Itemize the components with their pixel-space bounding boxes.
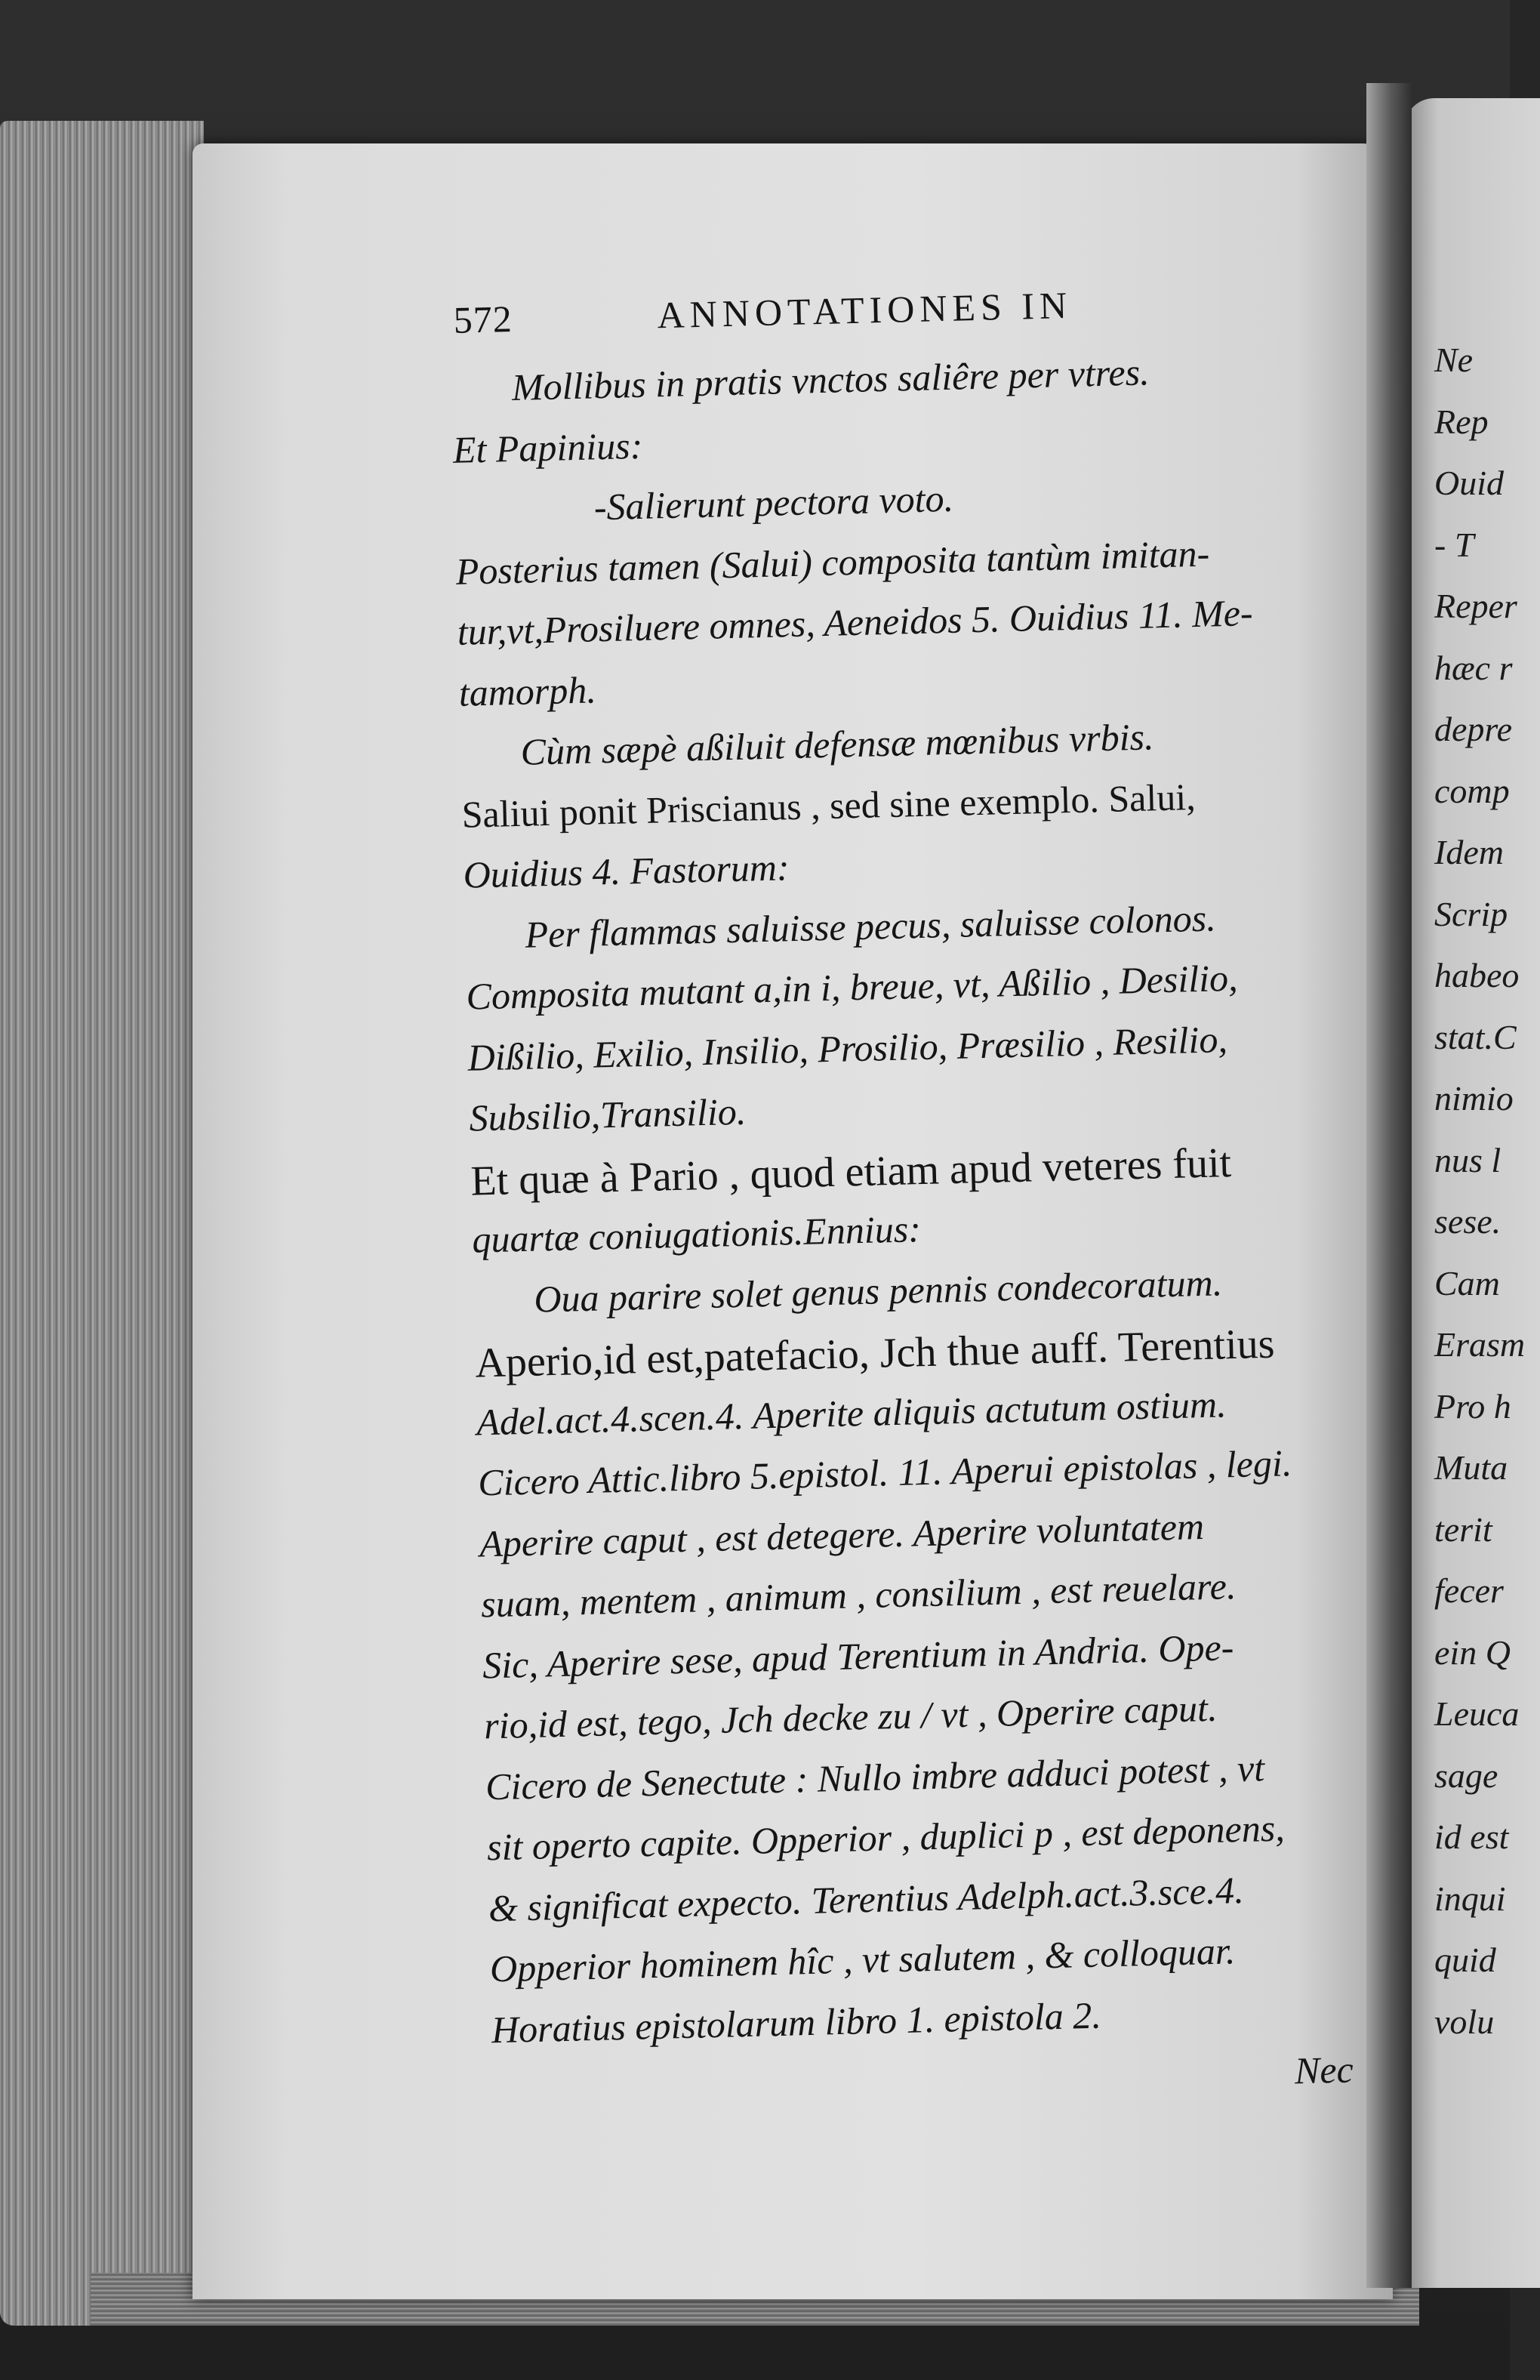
right-page-fragment: Scrip bbox=[1434, 894, 1508, 933]
right-page-fragment: Cam bbox=[1434, 1263, 1500, 1303]
text-line: suam, mentem , animum , consilium , est reuelare. bbox=[480, 1565, 1237, 1626]
catchword: Nec bbox=[1294, 2048, 1354, 2092]
text-line: Aperire caput , est detegere. Aperire voluntatem bbox=[479, 1504, 1205, 1565]
running-head-title: ANNOTATIONES IN bbox=[656, 283, 1073, 337]
right-page-fragment: hæc r bbox=[1434, 648, 1513, 687]
text-line: Adel.act.4.scen.4. Aperite aliquis actutum ostium. bbox=[476, 1382, 1227, 1444]
right-page-fragment: Ouid bbox=[1434, 464, 1504, 502]
right-page-fragment: Reper bbox=[1434, 587, 1517, 625]
right-page-fragment: Leuca bbox=[1434, 1694, 1520, 1733]
right-page-fragment: sage bbox=[1434, 1756, 1498, 1795]
text-line: Ouidius 4. Fastorum: bbox=[462, 846, 790, 896]
right-page-fragment: Idem bbox=[1434, 833, 1504, 871]
text-line: Per flammas saluisse pecus, saluisse colonos. bbox=[524, 896, 1217, 956]
text-block bbox=[451, 348, 1383, 2071]
right-page-fragment: depre bbox=[1434, 710, 1513, 748]
text-line: & significat expecto. Terentius Adelph.act.3.sce.4. bbox=[488, 1868, 1245, 1929]
right-page-fragment: comp bbox=[1434, 771, 1510, 810]
right-page-fragment: - T bbox=[1434, 525, 1474, 564]
text-line: Et Papinius: bbox=[452, 424, 643, 471]
page-number: 572 bbox=[453, 297, 513, 341]
text-line: Sic, Aperire sese, apud Terentium in Andria. Ope- bbox=[482, 1625, 1234, 1686]
text-line: Saliui ponit Priscianus , sed sine exemplo. Salui, bbox=[461, 775, 1197, 836]
right-page-fragment: Erasm bbox=[1434, 1325, 1526, 1364]
text-line: Cicero Attic.libro 5.epistol. 11. Aperui epistolas , legi. bbox=[477, 1441, 1292, 1504]
text-line: Cicero de Senectute : Nullo imbre adduci potest , vt bbox=[485, 1746, 1265, 1808]
text-line: tamorph. bbox=[458, 667, 597, 714]
right-page-fragment: fecer bbox=[1434, 1571, 1504, 1610]
page-edges bbox=[0, 121, 204, 2326]
text-line: Oua parire solet genus pennis condecoratum. bbox=[533, 1260, 1223, 1321]
right-page-fragment: stat.C bbox=[1434, 1017, 1517, 1056]
right-page-fragment: sese. bbox=[1434, 1202, 1502, 1241]
right-page-fragment: inqui bbox=[1434, 1879, 1506, 1918]
right-page-fragment: nus l bbox=[1434, 1140, 1502, 1179]
right-page-fragment: Ne bbox=[1434, 341, 1474, 379]
right-page-fragment: Rep bbox=[1434, 402, 1489, 441]
right-page-fragment: Muta bbox=[1434, 1448, 1508, 1487]
right-page-text-fragments bbox=[1434, 340, 1526, 2063]
text-line: tur,vt,Prosiluere omnes, Aeneidos 5. Ouidius 11. Me- bbox=[457, 591, 1254, 653]
text-line: Opperior hominem hîc , vt salutem , & colloquar. bbox=[489, 1929, 1236, 1990]
right-page-fragment: ein Q bbox=[1434, 1632, 1511, 1672]
right-page-fragment: terit bbox=[1434, 1509, 1492, 1549]
text-line: rio,id est, tego, Jch decke zu / vt , Operire caput. bbox=[483, 1686, 1218, 1747]
right-page-fragment: quid bbox=[1434, 1941, 1496, 1979]
text-line: Cùm sæpè aßiluit defensæ mœnibus vrbis. bbox=[520, 715, 1155, 773]
text-line: Composita mutant a,in i, breue, vt, Aßilio , Desilio, bbox=[465, 956, 1239, 1018]
page-content bbox=[449, 276, 1384, 2125]
text-line: Dißilio, Exilio, Insilio, Prosilio, Præsilio , Resilio, bbox=[467, 1017, 1228, 1079]
right-page-fragment: id est bbox=[1434, 1817, 1509, 1856]
text-line: Subsilio,Transilio. bbox=[468, 1090, 747, 1139]
text-line: Posterius tamen (Salui) composita tantùm imitan- bbox=[455, 532, 1210, 593]
text-line: sit operto capite. Opperior , duplici p , est deponens, bbox=[486, 1806, 1286, 1869]
right-page-fragment: volu bbox=[1434, 2002, 1495, 2041]
text-line: Aperio,id est,patefacio, Jch thue auff. Terentius bbox=[474, 1320, 1276, 1387]
right-page-fragment: nimio bbox=[1434, 1079, 1514, 1118]
text-line: quartæ coniugationis.Ennius: bbox=[471, 1207, 922, 1261]
text-line: Et quæ à Pario , quod etiam apud veteres fuit bbox=[470, 1139, 1232, 1205]
text-line: Horatius epistolarum libro 1. epistola 2. bbox=[491, 1993, 1102, 2051]
right-page-fragment: habeo bbox=[1434, 956, 1520, 994]
right-page-fragment: Pro h bbox=[1434, 1386, 1511, 1426]
text-line: Mollibus in pratis vnctos saliêre per vtres. bbox=[511, 350, 1150, 409]
text-line: -Salierunt pectora voto. bbox=[593, 476, 954, 529]
